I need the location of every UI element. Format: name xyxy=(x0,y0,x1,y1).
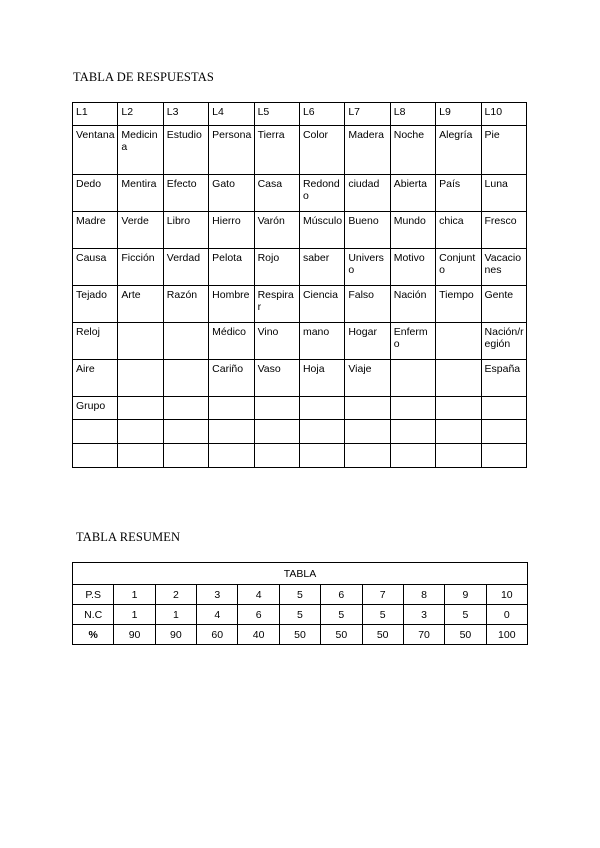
responses-cell xyxy=(390,397,435,420)
responses-cell xyxy=(209,444,254,468)
responses-cell: Rojo xyxy=(254,249,299,286)
responses-cell: Ventana xyxy=(73,126,118,175)
responses-row xyxy=(73,126,527,175)
responses-cell: saber xyxy=(299,249,344,286)
responses-cell: Hombre xyxy=(209,286,254,323)
summary-row-label: N.C xyxy=(73,605,114,625)
summary-cell: 50 xyxy=(279,625,320,645)
responses-cell xyxy=(163,420,208,444)
responses-header-cell: L8 xyxy=(390,103,435,126)
responses-cell: Ficción xyxy=(118,249,163,286)
responses-cell xyxy=(436,444,481,468)
responses-cell: Hoja xyxy=(299,360,344,397)
responses-cell xyxy=(163,397,208,420)
responses-cell: Falso xyxy=(345,286,390,323)
summary-table xyxy=(72,562,528,645)
responses-cell: Nación/región xyxy=(481,323,526,360)
responses-header-cell: L3 xyxy=(163,103,208,126)
responses-cell: País xyxy=(436,175,481,212)
responses-cell: Casa xyxy=(254,175,299,212)
summary-cell: 5 xyxy=(445,605,486,625)
summary-cell: 4 xyxy=(197,605,238,625)
responses-row xyxy=(73,175,527,212)
responses-cell: Vacaciones xyxy=(481,249,526,286)
summary-title-row xyxy=(73,563,528,585)
responses-header-cell: L2 xyxy=(118,103,163,126)
responses-cell: Vino xyxy=(254,323,299,360)
summary-cell: 5 xyxy=(362,605,403,625)
responses-cell: Causa xyxy=(73,249,118,286)
responses-cell: Gato xyxy=(209,175,254,212)
summary-row-label: P.S xyxy=(73,585,114,605)
responses-row xyxy=(73,397,527,420)
summary-cell: 6 xyxy=(238,605,279,625)
responses-cell xyxy=(299,444,344,468)
responses-cell: Pie xyxy=(481,126,526,175)
responses-cell xyxy=(436,420,481,444)
responses-cell xyxy=(118,420,163,444)
summary-cell: 90 xyxy=(114,625,155,645)
summary-cell: 1 xyxy=(114,585,155,605)
responses-cell: Ciencia xyxy=(299,286,344,323)
summary-cell: 7 xyxy=(362,585,403,605)
responses-cell: Gente xyxy=(481,286,526,323)
responses-cell xyxy=(254,444,299,468)
responses-cell: Estudio xyxy=(163,126,208,175)
responses-cell xyxy=(163,360,208,397)
summary-cell: 60 xyxy=(197,625,238,645)
summary-table-title: TABLA RESUMEN xyxy=(76,530,181,544)
summary-cell: 10 xyxy=(486,585,527,605)
responses-cell: Razón xyxy=(163,286,208,323)
responses-cell xyxy=(118,397,163,420)
summary-cell: 50 xyxy=(362,625,403,645)
responses-cell xyxy=(436,323,481,360)
responses-cell: Alegría xyxy=(436,126,481,175)
summary-cell: 50 xyxy=(321,625,362,645)
summary-row-label: % xyxy=(73,625,114,645)
responses-cell: Abierta xyxy=(390,175,435,212)
responses-cell: chica xyxy=(436,212,481,249)
summary-row xyxy=(73,605,528,625)
responses-cell: Hogar xyxy=(345,323,390,360)
responses-cell: Aire xyxy=(73,360,118,397)
summary-row xyxy=(73,585,528,605)
responses-cell xyxy=(436,360,481,397)
responses-cell xyxy=(390,444,435,468)
summary-cell: 9 xyxy=(445,585,486,605)
responses-header-row xyxy=(73,103,527,126)
responses-cell: Tierra xyxy=(254,126,299,175)
responses-cell xyxy=(481,444,526,468)
responses-cell: Medicina xyxy=(118,126,163,175)
responses-row xyxy=(73,420,527,444)
responses-cell: Cariño xyxy=(209,360,254,397)
responses-cell: Nación xyxy=(390,286,435,323)
responses-cell xyxy=(345,420,390,444)
responses-cell xyxy=(73,444,118,468)
responses-cell xyxy=(118,444,163,468)
responses-cell: Varón xyxy=(254,212,299,249)
responses-cell xyxy=(436,397,481,420)
responses-cell: mano xyxy=(299,323,344,360)
responses-cell: España xyxy=(481,360,526,397)
responses-cell xyxy=(345,444,390,468)
responses-cell: Respirar xyxy=(254,286,299,323)
responses-header-cell: L6 xyxy=(299,103,344,126)
responses-cell: Bueno xyxy=(345,212,390,249)
responses-cell: Verdad xyxy=(163,249,208,286)
responses-cell: Madera xyxy=(345,126,390,175)
summary-row xyxy=(73,625,528,645)
summary-cell: 1 xyxy=(114,605,155,625)
responses-cell: Universo xyxy=(345,249,390,286)
summary-cell: 6 xyxy=(321,585,362,605)
summary-cell: 100 xyxy=(486,625,527,645)
responses-cell: Mundo xyxy=(390,212,435,249)
responses-cell: Libro xyxy=(163,212,208,249)
responses-header-cell: L9 xyxy=(436,103,481,126)
responses-header-cell: L1 xyxy=(73,103,118,126)
responses-cell: Fresco xyxy=(481,212,526,249)
responses-row xyxy=(73,444,527,468)
responses-cell xyxy=(209,420,254,444)
responses-table xyxy=(72,102,527,468)
responses-cell xyxy=(118,360,163,397)
responses-cell: Redondo xyxy=(299,175,344,212)
responses-row xyxy=(73,360,527,397)
responses-cell xyxy=(299,397,344,420)
summary-cell: 70 xyxy=(403,625,444,645)
summary-cell: 1 xyxy=(155,605,196,625)
responses-row xyxy=(73,286,527,323)
summary-cell: 90 xyxy=(155,625,196,645)
responses-cell xyxy=(254,397,299,420)
responses-cell: Hierro xyxy=(209,212,254,249)
responses-cell xyxy=(163,323,208,360)
responses-row xyxy=(73,212,527,249)
responses-cell: Pelota xyxy=(209,249,254,286)
responses-cell xyxy=(254,420,299,444)
summary-cell: 5 xyxy=(279,605,320,625)
summary-cell: 5 xyxy=(321,605,362,625)
responses-cell: Mentira xyxy=(118,175,163,212)
responses-cell: Dedo xyxy=(73,175,118,212)
responses-cell xyxy=(481,420,526,444)
responses-cell xyxy=(299,420,344,444)
summary-cell: 0 xyxy=(486,605,527,625)
responses-cell: Músculo xyxy=(299,212,344,249)
responses-cell: Viaje xyxy=(345,360,390,397)
summary-cell: 50 xyxy=(445,625,486,645)
responses-cell: Noche xyxy=(390,126,435,175)
responses-table-title: TABLA DE RESPUESTAS xyxy=(73,70,214,84)
responses-cell xyxy=(390,360,435,397)
responses-cell xyxy=(118,323,163,360)
responses-header-cell: L7 xyxy=(345,103,390,126)
responses-cell: Luna xyxy=(481,175,526,212)
responses-cell: Tiempo xyxy=(436,286,481,323)
summary-cell: 8 xyxy=(403,585,444,605)
responses-cell: Médico xyxy=(209,323,254,360)
responses-cell: Verde xyxy=(118,212,163,249)
responses-cell: Color xyxy=(299,126,344,175)
responses-cell: Arte xyxy=(118,286,163,323)
responses-cell xyxy=(390,420,435,444)
responses-cell: Enfermo xyxy=(390,323,435,360)
responses-cell xyxy=(163,444,208,468)
responses-cell: Madre xyxy=(73,212,118,249)
responses-cell xyxy=(345,397,390,420)
summary-cell: 40 xyxy=(238,625,279,645)
summary-cell: 3 xyxy=(197,585,238,605)
responses-cell: Motivo xyxy=(390,249,435,286)
responses-cell: Vaso xyxy=(254,360,299,397)
responses-cell: Reloj xyxy=(73,323,118,360)
responses-cell: Persona xyxy=(209,126,254,175)
responses-cell: Conjunto xyxy=(436,249,481,286)
summary-cell: 5 xyxy=(279,585,320,605)
summary-cell: 3 xyxy=(403,605,444,625)
summary-table-label: TABLA xyxy=(73,563,528,585)
responses-cell: Grupo xyxy=(73,397,118,420)
responses-cell xyxy=(481,397,526,420)
summary-cell: 2 xyxy=(155,585,196,605)
responses-header-cell: L5 xyxy=(254,103,299,126)
responses-cell: Efecto xyxy=(163,175,208,212)
responses-header-cell: L10 xyxy=(481,103,526,126)
responses-cell xyxy=(73,420,118,444)
responses-row xyxy=(73,323,527,360)
responses-row xyxy=(73,249,527,286)
responses-cell: Tejado xyxy=(73,286,118,323)
responses-header-cell: L4 xyxy=(209,103,254,126)
responses-cell: ciudad xyxy=(345,175,390,212)
summary-cell: 4 xyxy=(238,585,279,605)
responses-cell xyxy=(209,397,254,420)
